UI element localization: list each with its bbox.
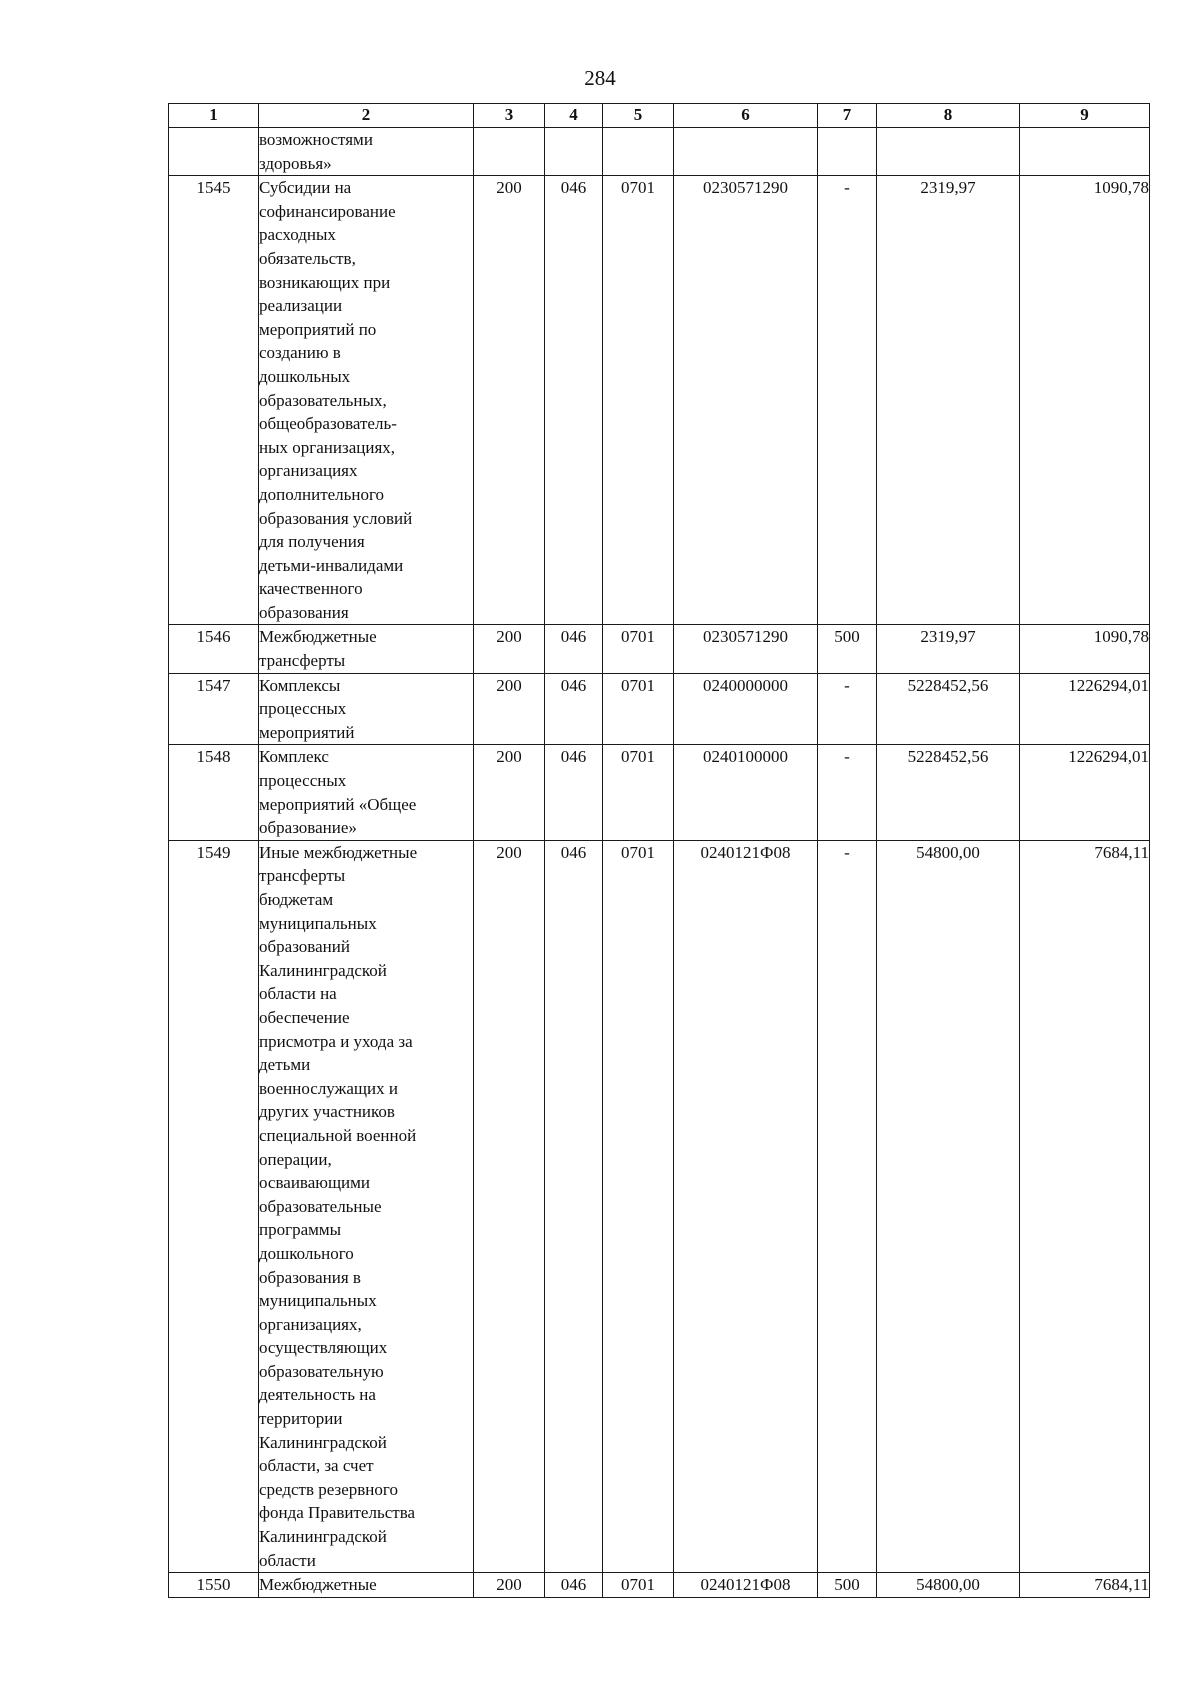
cell-col7: - [818, 745, 877, 840]
cell-col5: 0701 [603, 1573, 674, 1598]
column-header: 7 [818, 104, 877, 128]
cell-col9: 1226294,01 [1020, 673, 1150, 745]
cell-col7: - [818, 840, 877, 1572]
cell-col6: 0230571290 [674, 625, 818, 673]
header-row [169, 104, 1150, 128]
table-row [169, 673, 1150, 745]
cell-col8: 5228452,56 [877, 745, 1020, 840]
table-row [169, 176, 1150, 625]
page-number: 284 [584, 66, 616, 90]
table-row [169, 625, 1150, 673]
cell-col5: 0701 [603, 745, 674, 840]
cell-col4: 046 [545, 176, 603, 625]
cell-col9: 1226294,01 [1020, 745, 1150, 840]
cell-col6: 0240100000 [674, 745, 818, 840]
column-header: 5 [603, 104, 674, 128]
cell-col3: 200 [474, 176, 545, 625]
table-row [169, 128, 1150, 176]
cell-col6: 0240000000 [674, 673, 818, 745]
column-header: 2 [259, 104, 474, 128]
cell-col4: 046 [545, 840, 603, 1572]
row-name: Межбюджетные трансферты [259, 625, 474, 673]
cell-col7 [818, 128, 877, 176]
cell-col8: 54800,00 [877, 840, 1020, 1572]
cell-col6 [674, 128, 818, 176]
column-header: 8 [877, 104, 1020, 128]
budget-table [168, 103, 1150, 1598]
row-number: 1550 [169, 1573, 259, 1598]
cell-col5: 0701 [603, 625, 674, 673]
column-header: 1 [169, 104, 259, 128]
cell-col4: 046 [545, 673, 603, 745]
row-name: Субсидии на софинансирование расходных обязательств, возникающих при реализации мероприятий по созданию в дошкольных образовательных, общеобразователь- ных организациях, организациях дополнительного образования условий для получения детьми-инвалидами качественного образования [259, 176, 474, 625]
table-row [169, 840, 1150, 1572]
row-name: Межбюджетные [259, 1573, 474, 1598]
cell-col9: 7684,11 [1020, 840, 1150, 1572]
cell-col5: 0701 [603, 673, 674, 745]
cell-col8: 2319,97 [877, 176, 1020, 625]
cell-col6: 0240121Ф08 [674, 1573, 818, 1598]
cell-col4 [545, 128, 603, 176]
cell-col7: 500 [818, 1573, 877, 1598]
row-number: 1546 [169, 625, 259, 673]
row-name: Комплекс процессных мероприятий «Общее образование» [259, 745, 474, 840]
row-number: 1548 [169, 745, 259, 840]
table-row [169, 745, 1150, 840]
cell-col5: 0701 [603, 176, 674, 625]
row-number: 1547 [169, 673, 259, 745]
cell-col3: 200 [474, 840, 545, 1572]
cell-col3: 200 [474, 745, 545, 840]
cell-col4: 046 [545, 745, 603, 840]
cell-col9: 1090,78 [1020, 625, 1150, 673]
cell-col3 [474, 128, 545, 176]
row-number: 1549 [169, 840, 259, 1572]
row-name: Комплексы процессных мероприятий [259, 673, 474, 745]
cell-col3: 200 [474, 673, 545, 745]
row-name: возможностями здоровья» [259, 128, 474, 176]
cell-col9: 7684,11 [1020, 1573, 1150, 1598]
row-number [169, 128, 259, 176]
cell-col3: 200 [474, 625, 545, 673]
cell-col4: 046 [545, 1573, 603, 1598]
cell-col8: 2319,97 [877, 625, 1020, 673]
column-header: 6 [674, 104, 818, 128]
cell-col3: 200 [474, 1573, 545, 1598]
row-name: Иные межбюджетные трансферты бюджетам муниципальных образований Калининградской области на обеспечение присмотра и ухода за детьми военнослужащих и других участников специальной военной операции, осваивающими образовательные программы дошкольного образования в муниципальных организациях, осуществляющих образовательную деятельность на территории Калининградской области, за счет средств резервного фонда Правительства Калининградской области [259, 840, 474, 1572]
cell-col7: 500 [818, 625, 877, 673]
column-header: 9 [1020, 104, 1150, 128]
column-header: 3 [474, 104, 545, 128]
cell-col6: 0230571290 [674, 176, 818, 625]
cell-col7: - [818, 673, 877, 745]
column-header: 4 [545, 104, 603, 128]
row-number: 1545 [169, 176, 259, 625]
cell-col9: 1090,78 [1020, 176, 1150, 625]
cell-col5 [603, 128, 674, 176]
cell-col8 [877, 128, 1020, 176]
cell-col7: - [818, 176, 877, 625]
table-row [169, 1573, 1150, 1598]
cell-col8: 54800,00 [877, 1573, 1020, 1598]
cell-col4: 046 [545, 625, 603, 673]
cell-col8: 5228452,56 [877, 673, 1020, 745]
cell-col9 [1020, 128, 1150, 176]
cell-col6: 0240121Ф08 [674, 840, 818, 1572]
cell-col5: 0701 [603, 840, 674, 1572]
